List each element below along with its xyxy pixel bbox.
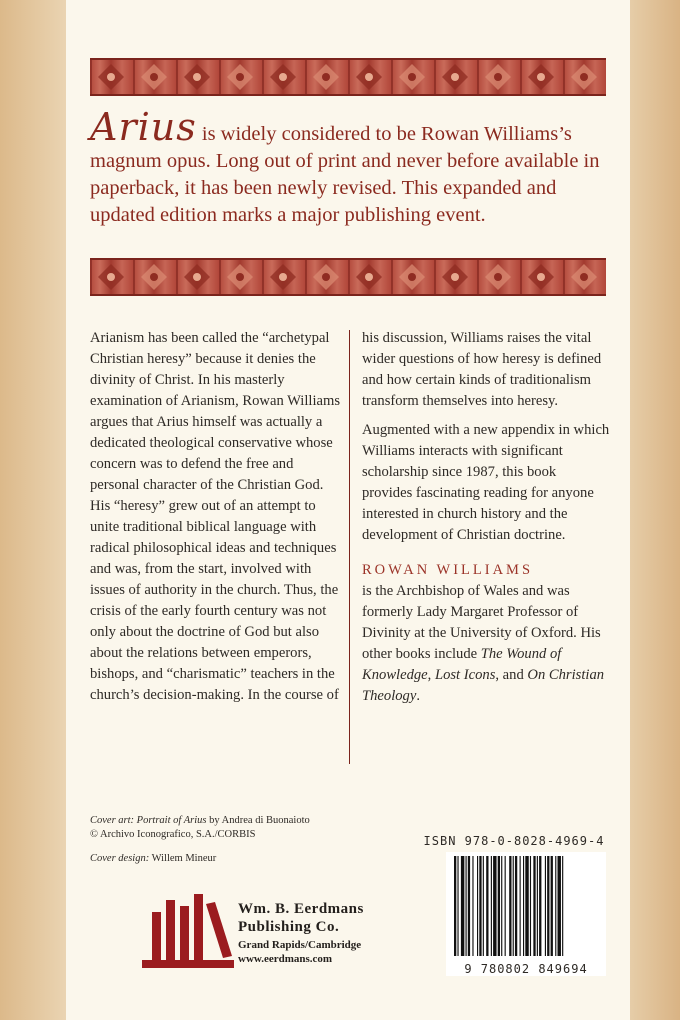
cover-art-label: Cover art: — [90, 815, 135, 826]
cover-credits — [90, 814, 310, 866]
book-sep-1: , — [427, 667, 435, 683]
ornament-pattern — [90, 260, 606, 294]
cover-art-title: Portrait of Arius — [136, 815, 207, 826]
barcode-bars — [446, 852, 606, 962]
publisher-name-2: Publishing Co. — [238, 919, 340, 935]
publisher-block — [238, 900, 408, 966]
barcode-digits: 9 780802 849694 — [446, 962, 606, 976]
copyright-line: © Archivo Iconografico, S.A./CORBIS — [90, 829, 256, 840]
left-margin — [0, 0, 66, 1020]
book-title-2: Lost Icons — [434, 667, 496, 683]
barcode — [446, 852, 606, 962]
body-column-right — [362, 328, 610, 707]
design-label: Cover design: — [90, 853, 150, 864]
column-divider — [349, 330, 350, 764]
ornament-pattern — [90, 60, 606, 94]
ornament-band-bottom — [90, 258, 606, 296]
book-sep-2: , and — [495, 667, 528, 683]
author-name: ROWAN WILLIAMS — [362, 562, 534, 578]
lead-title-word: Arius — [90, 105, 197, 149]
back-cover — [66, 0, 630, 1020]
publisher-city: Grand Rapids/Cambridge — [238, 939, 362, 951]
body-text-right-1: his discussion, Williams raises the vital wider questions of how heresy is defined and how certain kinds of traditionalism transform themselves into heresy. — [362, 330, 602, 409]
body-text-left: Arianism has been called the “archetypal Christian heresy” because it denies the divinity of Christ. In his masterly examination of Arianism, Rowan Williams argues that Arius himself was actually a dedicated theological conservative whose concern was to defend the free and personal character of the Christian God. His “heresy” grew out of an attempt to unite traditional biblical language with radical philosophical ideas and techniques and was, from the start, involved with issues of authority in the church. Thus, the crisis of the early fourth century was not only about the doctrine of God but also about the relations between emperors, bishops, and “charismatic” teachers in the church’s decision-making. In the course of — [90, 330, 341, 703]
publisher-website: www.eerdmans.com — [238, 953, 333, 965]
publisher-logo-icon — [142, 890, 234, 974]
cover-art-credit — [90, 814, 310, 828]
book-title-1: The Wound of Knowledge — [362, 646, 562, 683]
right-margin — [630, 0, 680, 1020]
author-bio-text: is the Archbishop of Wales and was formerly Lady Margaret Professor of Divinity at the University of Oxford. His other books include — [362, 583, 601, 662]
body-column-left — [90, 328, 346, 706]
book-title-3: On Christian Theology — [362, 667, 605, 704]
designer-name: Willem Mineur — [149, 853, 217, 864]
author-bio — [362, 581, 610, 707]
lead-paragraph — [90, 105, 612, 229]
publisher-name-1: Wm. B. Eerdmans — [238, 901, 364, 917]
lead-text: is widely considered to be Rowan Williams’s magnum opus. Long out of print and never before available in paperback, it has been newly revised. This expanded and updated edition marks a major publishing event. — [90, 123, 600, 226]
ornament-band-top — [90, 58, 606, 96]
cover-art-by: by Andrea di Buonaioto — [206, 815, 310, 826]
cover-design-credit — [90, 852, 310, 866]
body-text-right-2: Augmented with a new appendix in which Williams interacts with significant scholarship since 1987, this book provides fascinating reading for anyone interested in church history and the development of Christian doctrine. — [362, 422, 610, 543]
bio-end: . — [416, 688, 420, 704]
isbn-label: ISBN 978-0-8028-4969-4 — [423, 834, 605, 848]
